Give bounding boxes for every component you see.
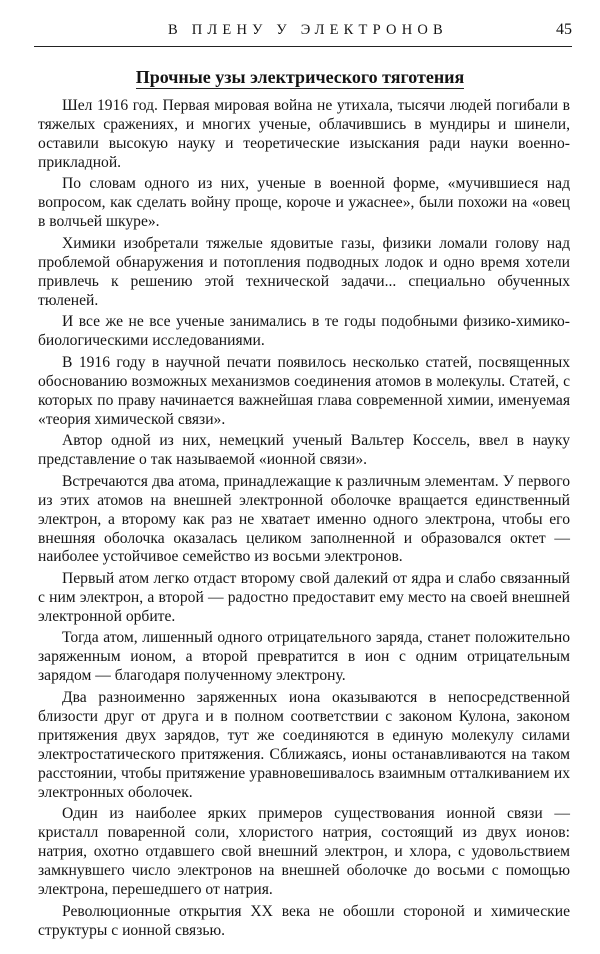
section-title-text: Прочные узы электрического тяготения bbox=[135, 67, 465, 87]
page-number: 45 bbox=[556, 21, 572, 38]
paragraph: В 1916 году в научной печати появилось несколько статей, посвященных обоснованию возможных механизмов соединения атомов в молекулы. Статей, с которых по праву начинается важнейшая глава современной химии, именуемая «теория химической связи». bbox=[38, 353, 570, 428]
running-title: В ПЛЕНУ У ЭЛЕКТРОНОВ bbox=[168, 22, 448, 38]
body-text bbox=[38, 97, 570, 943]
paragraph: И все же не все ученые занимались в те годы подобными физико-химико-биологическими исследованиями. bbox=[38, 313, 570, 350]
paragraph: Тогда атом, лишенный одного отрицательного заряда, станет положительно заряженным ионом, а второй превратится в ион с одним отрицательным зарядом — благодаря полученному электрону. bbox=[38, 629, 570, 685]
running-header bbox=[34, 22, 572, 44]
header-rule bbox=[34, 46, 572, 47]
section-title bbox=[0, 66, 600, 88]
paragraph: Революционные открытия XX века не обошли стороной и химические структуры с ионной связью. bbox=[38, 902, 570, 939]
paragraph: Химики изобретали тяжелые ядовитые газы, физики ломали голову над проблемой обнаружения и потопления подводных лодок и одно время хотели привлечь к решению этой технической задачи... специально обученных тюленей. bbox=[38, 234, 570, 309]
paragraph: Первый атом легко отдаст второму свой далекий от ядра и слабо связанный с ним электрон, а второй — радостно предоставит ему место на своей внешней электронной орбите. bbox=[38, 570, 570, 625]
paragraph: Один из наиболее ярких примеров существования ионной связи — кристалл поваренной соли, хлористого натрия, состоящий из двух ионов: натрия, охотно отдавшего свой внешний электрон, и хлора, с удовольствием замкнувшего число электронов на внешней оболочке до восьми с помощью электрона, перешедшего от натрия. bbox=[38, 805, 570, 899]
paragraph: Шел 1916 год. Первая мировая война не утихала, тысячи людей погибали в тяжелых сражениях, и многих ученые, облачившись в мундиры и шинели, оставили высокую науку и теоретические изыскания ради науки военно-прикладной. bbox=[38, 97, 570, 171]
paragraph: Встречаются два атома, принадлежащие к различным элементам. У первого из этих атомов на внешней электронной оболочке вращается единственный электрон, а второму как раз не хватает именно одного электрона, чтобы его внешняя оболочка оказалась целиком заполненной и образовался октет — наиболее устойчивое семейство из восьми электронов. bbox=[38, 472, 570, 566]
paragraph: Два разноименно заряженных иона оказываются в непосредственной близости друг от друга и в полном соответствии с законом Кулона, законом притяжения двух зарядов, тут же соединяются в единую молекулу силами электростатического притяжения. Сближаясь, ионы останавливаются на таком расстоянии, чтобы притяжение уравновешивалось взаимным отталкиванием их электронных оболочек. bbox=[38, 688, 570, 801]
paragraph: По словам одного из них, ученые в военной форме, «мучившиеся над вопросом, как сделать войну проще, короче и ужаснее», были похожи на «овец в волчьей шкуре». bbox=[38, 175, 570, 231]
paragraph: Автор одной из них, немецкий ученый Вальтер Коссель, ввел в науку представление о так называемой «ионной связи». bbox=[38, 432, 570, 469]
